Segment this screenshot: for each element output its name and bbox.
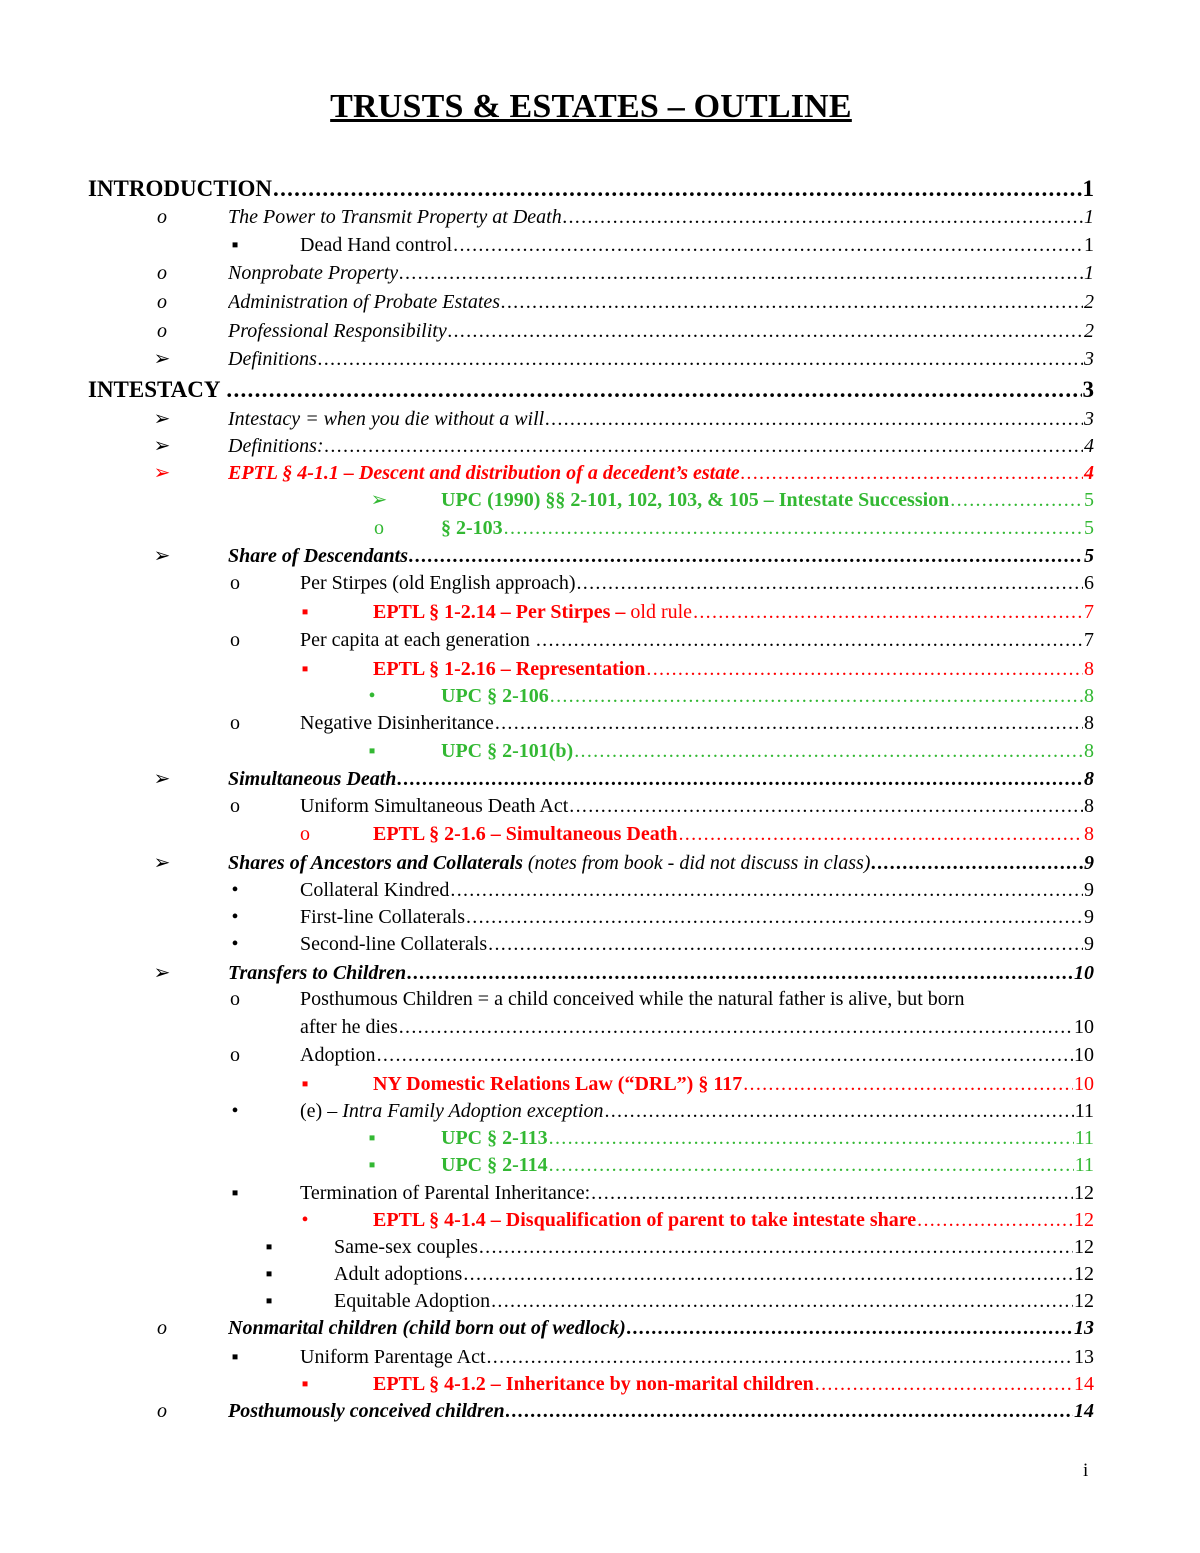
toc-entry-label: Dead Hand control bbox=[300, 234, 453, 256]
document-title: TRUSTS & ESTATES – OUTLINE bbox=[330, 88, 852, 125]
toc-entry-label: UPC § 2-114 bbox=[441, 1154, 548, 1176]
toc-entry-label: EPTL § 1-2.14 – Per Stirpes – bbox=[373, 601, 631, 623]
toc-entry[interactable] bbox=[0, 1042, 1200, 1072]
toc-entry[interactable] bbox=[0, 821, 1200, 851]
page-number: 4 bbox=[1084, 462, 1094, 484]
toc-entry-label: NY Domestic Relations Law (“DRL”) § 117 bbox=[373, 1073, 743, 1095]
toc-entry[interactable] bbox=[0, 289, 1200, 319]
bullet-icon: ▪ bbox=[368, 740, 376, 762]
toc-entry[interactable] bbox=[0, 877, 1200, 907]
toc-entry-label: Transfers to Children bbox=[228, 962, 407, 984]
toc-entry[interactable] bbox=[0, 599, 1200, 629]
toc-entry-label: Per capita at each generation bbox=[300, 629, 535, 651]
page-number: 13 bbox=[1074, 1317, 1094, 1339]
page-number: 10 bbox=[1074, 1044, 1094, 1066]
bullet-icon: o bbox=[230, 795, 240, 817]
page-number: 12 bbox=[1074, 1263, 1094, 1285]
toc-entry-label: Posthumously conceived children bbox=[228, 1400, 505, 1422]
toc-entry-label: Definitions: bbox=[228, 435, 324, 457]
toc-entry-label: old rule bbox=[630, 601, 693, 623]
toc-entry-label: (notes from book - did not discuss in class) bbox=[522, 852, 871, 874]
toc-entry[interactable] bbox=[0, 487, 1200, 517]
toc-entry[interactable] bbox=[0, 260, 1200, 290]
toc-entry-label: Collateral Kindred bbox=[300, 879, 450, 901]
toc-entry[interactable] bbox=[0, 710, 1200, 740]
dot-leader bbox=[574, 738, 1083, 764]
dot-leader bbox=[815, 1371, 1073, 1397]
toc-entry-label: § 2-103 bbox=[441, 517, 503, 539]
page-number: 12 bbox=[1074, 1182, 1094, 1204]
bullet-icon: ➢ bbox=[153, 462, 171, 484]
dot-leader bbox=[549, 1125, 1074, 1151]
dot-leader bbox=[463, 1261, 1073, 1287]
dot-leader bbox=[693, 599, 1083, 625]
toc-entry-label: Negative Disinheritance bbox=[300, 712, 494, 734]
page-number: 8 bbox=[1084, 795, 1094, 817]
page-number: 9 bbox=[1084, 933, 1094, 955]
toc-entry[interactable] bbox=[0, 1315, 1200, 1345]
bullet-icon: • bbox=[301, 1209, 309, 1231]
bullet-icon: ▪ bbox=[368, 1154, 376, 1176]
page-number: 5 bbox=[1084, 545, 1094, 567]
toc-entry-label: UPC § 2-101(b) bbox=[441, 740, 574, 762]
bullet-icon: ▪ bbox=[265, 1290, 273, 1312]
bullet-icon: ▪ bbox=[231, 234, 239, 256]
dot-leader bbox=[377, 1042, 1073, 1068]
toc-entry-label: Termination of Parental Inheritance: bbox=[300, 1182, 591, 1204]
bullet-icon: ▪ bbox=[301, 1073, 309, 1095]
toc-entry-label: Nonmarital children (child born out of wedlock) bbox=[228, 1317, 626, 1339]
bullet-icon: o bbox=[157, 206, 167, 228]
bullet-icon: ▪ bbox=[301, 1373, 309, 1395]
dot-leader bbox=[491, 1288, 1073, 1314]
page-number: 1 bbox=[1084, 262, 1094, 284]
page-number: 1 bbox=[1084, 206, 1094, 228]
bullet-icon: ➢ bbox=[153, 348, 171, 370]
page-number: 9 bbox=[1084, 852, 1094, 874]
page-number: 3 bbox=[1084, 408, 1094, 430]
toc-entry[interactable] bbox=[0, 1288, 1200, 1318]
toc-entry-label: Intestacy = when you die without a will bbox=[228, 408, 545, 430]
toc-entry-label: Second-line Collaterals bbox=[300, 933, 488, 955]
page-number: 11 bbox=[1074, 1154, 1094, 1176]
bullet-icon: ▪ bbox=[301, 658, 309, 680]
toc-entry[interactable] bbox=[0, 1125, 1200, 1155]
dot-leader bbox=[325, 433, 1083, 459]
toc-entry-label: The Power to Transmit Property at Death bbox=[228, 206, 562, 228]
bullet-icon: ➢ bbox=[153, 408, 171, 430]
dot-leader bbox=[536, 627, 1083, 653]
toc-entry[interactable] bbox=[0, 656, 1200, 686]
toc-entry[interactable] bbox=[0, 570, 1200, 600]
dot-leader bbox=[549, 1152, 1074, 1178]
toc-entry-label: Uniform Simultaneous Death Act bbox=[300, 795, 569, 817]
toc-entry-label: Simultaneous Death bbox=[228, 768, 397, 790]
dot-leader bbox=[226, 377, 1081, 403]
bullet-icon: ➢ bbox=[153, 962, 171, 984]
toc-entry-text-line1: Posthumous Children = a child conceived while the natural father is alive, but born bbox=[300, 988, 965, 1010]
dot-leader bbox=[569, 793, 1083, 819]
dot-leader bbox=[550, 683, 1083, 709]
page-number: 1 bbox=[1082, 176, 1094, 201]
toc-entry-label: Administration of Probate Estates bbox=[228, 291, 501, 313]
bullet-icon: o bbox=[230, 629, 240, 651]
bullet-icon: o bbox=[157, 1400, 167, 1422]
toc-entry[interactable] bbox=[0, 204, 1200, 234]
page-number: 12 bbox=[1074, 1236, 1094, 1258]
dot-leader bbox=[678, 821, 1083, 847]
bullet-icon: ➢ bbox=[370, 489, 388, 511]
toc-entry[interactable] bbox=[0, 1207, 1200, 1237]
toc-entry[interactable] bbox=[0, 1180, 1200, 1210]
toc-entry[interactable] bbox=[0, 1398, 1200, 1428]
page-number: 9 bbox=[1084, 906, 1094, 928]
dot-leader bbox=[409, 543, 1083, 569]
toc-entry-label: EPTL § 1-2.16 – Representation bbox=[373, 658, 646, 680]
toc-entry[interactable] bbox=[0, 176, 1200, 206]
bullet-icon: o bbox=[157, 1317, 167, 1339]
toc-entry-label: EPTL § 2-1.6 – Simultaneous Death bbox=[373, 823, 678, 845]
dot-leader bbox=[591, 1180, 1073, 1206]
toc-entry-label: Professional Responsibility bbox=[228, 320, 447, 342]
bullet-icon: • bbox=[368, 685, 376, 707]
page-number: 12 bbox=[1074, 1290, 1094, 1312]
page-number: 7 bbox=[1084, 601, 1094, 623]
bullet-icon: o bbox=[374, 517, 384, 539]
page-number: 14 bbox=[1074, 1373, 1094, 1395]
dot-leader bbox=[917, 1207, 1073, 1233]
toc-entry-label: UPC (1990) §§ 2-101, 102, 103, & 105 – Intestate Succession bbox=[441, 489, 950, 511]
dot-leader bbox=[950, 487, 1083, 513]
toc-entry[interactable] bbox=[0, 904, 1200, 934]
toc-entry-label: UPC § 2-113 bbox=[441, 1127, 548, 1149]
bullet-icon: o bbox=[230, 572, 240, 594]
dot-leader bbox=[563, 204, 1083, 230]
bullet-icon: ➢ bbox=[153, 435, 171, 457]
toc-entry[interactable] bbox=[0, 1234, 1200, 1264]
dot-leader bbox=[506, 1398, 1073, 1424]
dot-leader bbox=[646, 656, 1083, 682]
page-number: 7 bbox=[1084, 629, 1094, 651]
page-number: 10 bbox=[1074, 962, 1094, 984]
toc-entry[interactable] bbox=[0, 515, 1200, 545]
dot-leader bbox=[397, 766, 1083, 792]
toc-entry-label: UPC § 2-106 bbox=[441, 685, 549, 707]
bullet-icon: o bbox=[230, 1044, 240, 1066]
page-number: 5 bbox=[1084, 517, 1094, 539]
dot-leader bbox=[466, 904, 1083, 930]
dot-leader bbox=[488, 931, 1083, 957]
toc-entry[interactable] bbox=[0, 850, 1200, 880]
toc-entry[interactable] bbox=[0, 683, 1200, 713]
page-number: 8 bbox=[1084, 685, 1094, 707]
page-number: 3 bbox=[1084, 348, 1094, 370]
dot-leader bbox=[741, 460, 1083, 486]
page-number: 13 bbox=[1074, 1346, 1094, 1368]
toc-entry-label: INTESTACY bbox=[88, 377, 226, 402]
bullet-icon: ▪ bbox=[301, 601, 309, 623]
toc-entry-label: Shares of Ancestors and Collaterals bbox=[228, 852, 523, 874]
dot-leader bbox=[273, 176, 1081, 202]
toc-entry-label: EPTL § 4-1.1 – Descent and distribution of a decedent’s estate bbox=[228, 462, 740, 484]
bullet-icon: o bbox=[157, 320, 167, 342]
page-number: 10 bbox=[1074, 1016, 1094, 1038]
bullet-icon: ▪ bbox=[265, 1263, 273, 1285]
toc-entry-label: Nonprobate Property bbox=[228, 262, 399, 284]
page-number: 8 bbox=[1084, 768, 1094, 790]
toc-entry-label: Definitions bbox=[228, 348, 317, 370]
bullet-icon: o bbox=[157, 291, 167, 313]
dot-leader bbox=[545, 406, 1083, 432]
page-number: 6 bbox=[1084, 572, 1094, 594]
toc-entry[interactable] bbox=[0, 793, 1200, 823]
dot-leader bbox=[448, 318, 1083, 344]
toc-entry[interactable] bbox=[0, 1098, 1200, 1128]
toc-entry[interactable] bbox=[0, 377, 1200, 407]
bullet-icon: • bbox=[231, 1100, 239, 1122]
toc-entry[interactable] bbox=[0, 460, 1200, 490]
page-number: 14 bbox=[1074, 1400, 1094, 1422]
dot-leader bbox=[501, 289, 1083, 315]
bullet-icon: ➢ bbox=[153, 852, 171, 874]
toc-entry-label: Adoption bbox=[300, 1044, 376, 1066]
page-number: 5 bbox=[1084, 489, 1094, 511]
toc-entry[interactable] bbox=[0, 1071, 1200, 1101]
toc-entry[interactable] bbox=[0, 346, 1200, 376]
bullet-icon: • bbox=[231, 933, 239, 955]
toc-entry-label: Intra Family Adoption exception bbox=[342, 1100, 604, 1122]
bullet-icon: ▪ bbox=[231, 1346, 239, 1368]
bullet-icon: ▪ bbox=[231, 1182, 239, 1204]
bullet-icon: o bbox=[230, 988, 240, 1010]
bullet-icon: ➢ bbox=[153, 545, 171, 567]
dot-leader bbox=[318, 346, 1083, 372]
bullet-icon: o bbox=[157, 262, 167, 284]
toc-entry-label: First-line Collaterals bbox=[300, 906, 465, 928]
bullet-icon: ➢ bbox=[153, 768, 171, 790]
dot-leader bbox=[504, 515, 1083, 541]
page-number: 3 bbox=[1082, 377, 1094, 402]
toc-entry[interactable] bbox=[0, 543, 1200, 573]
toc-entry-label: Uniform Parentage Act bbox=[300, 1346, 486, 1368]
bullet-icon: • bbox=[231, 879, 239, 901]
page-number-footer: i bbox=[1083, 1460, 1089, 1481]
toc-entry[interactable] bbox=[0, 1261, 1200, 1291]
toc-entry[interactable] bbox=[0, 988, 1200, 1044]
toc-entry-label: EPTL § 4-1.4 – Disqualification of parent to take intestate share bbox=[373, 1209, 917, 1231]
page-number: 4 bbox=[1084, 435, 1094, 457]
page-number: 2 bbox=[1084, 320, 1094, 342]
bullet-icon: ▪ bbox=[368, 1127, 376, 1149]
page-number: 10 bbox=[1074, 1073, 1094, 1095]
dot-leader bbox=[453, 232, 1083, 258]
toc-entry-label: Equitable Adoption bbox=[334, 1290, 491, 1312]
dot-leader bbox=[627, 1315, 1073, 1341]
toc-entry-label: EPTL § 4-1.2 – Inheritance by non-marital children bbox=[373, 1373, 814, 1395]
toc-entry-label: Share of Descendants bbox=[228, 545, 409, 567]
toc-entry-label: INTRODUCTION bbox=[88, 176, 273, 201]
page-number: 11 bbox=[1074, 1100, 1094, 1122]
page-number: 2 bbox=[1084, 291, 1094, 313]
toc-entry-label: after he dies bbox=[300, 1016, 398, 1038]
toc-entry[interactable] bbox=[0, 1152, 1200, 1182]
toc-entry[interactable] bbox=[0, 931, 1200, 961]
dot-leader bbox=[604, 1098, 1073, 1124]
dot-leader bbox=[407, 960, 1073, 986]
dot-leader bbox=[871, 850, 1083, 876]
dot-leader bbox=[487, 1344, 1074, 1370]
toc-entry[interactable] bbox=[0, 406, 1200, 436]
page-number: 8 bbox=[1084, 823, 1094, 845]
toc-entry[interactable] bbox=[0, 1371, 1200, 1401]
bullet-icon: ▪ bbox=[265, 1236, 273, 1258]
bullet-icon: o bbox=[300, 823, 310, 845]
page-number: 8 bbox=[1084, 712, 1094, 734]
bullet-icon: • bbox=[231, 906, 239, 928]
dot-leader bbox=[399, 1014, 1073, 1040]
page-number: 11 bbox=[1074, 1127, 1094, 1149]
dot-leader bbox=[495, 710, 1083, 736]
dot-leader bbox=[479, 1234, 1073, 1260]
toc-entry-label: (e) – bbox=[300, 1100, 343, 1122]
toc-entry[interactable] bbox=[0, 232, 1200, 262]
page-number: 9 bbox=[1084, 879, 1094, 901]
dot-leader bbox=[450, 877, 1083, 903]
toc-entry[interactable] bbox=[0, 766, 1200, 796]
dot-leader bbox=[399, 260, 1083, 286]
dot-leader bbox=[743, 1071, 1073, 1097]
dot-leader bbox=[577, 570, 1084, 596]
page-number: 12 bbox=[1074, 1209, 1094, 1231]
toc-entry-label: Same-sex couples bbox=[334, 1236, 478, 1258]
toc-entry[interactable] bbox=[0, 627, 1200, 657]
toc-entry[interactable] bbox=[0, 1344, 1200, 1374]
toc-entry-label: Adult adoptions bbox=[334, 1263, 463, 1285]
page-number: 1 bbox=[1084, 234, 1094, 256]
page-number: 8 bbox=[1084, 740, 1094, 762]
toc-entry-label: Per Stirpes (old English approach) bbox=[300, 572, 576, 594]
toc-entry[interactable] bbox=[0, 318, 1200, 348]
bullet-icon: o bbox=[230, 712, 240, 734]
toc-entry[interactable] bbox=[0, 738, 1200, 768]
page-number: 8 bbox=[1084, 658, 1094, 680]
toc-entry[interactable] bbox=[0, 433, 1200, 463]
